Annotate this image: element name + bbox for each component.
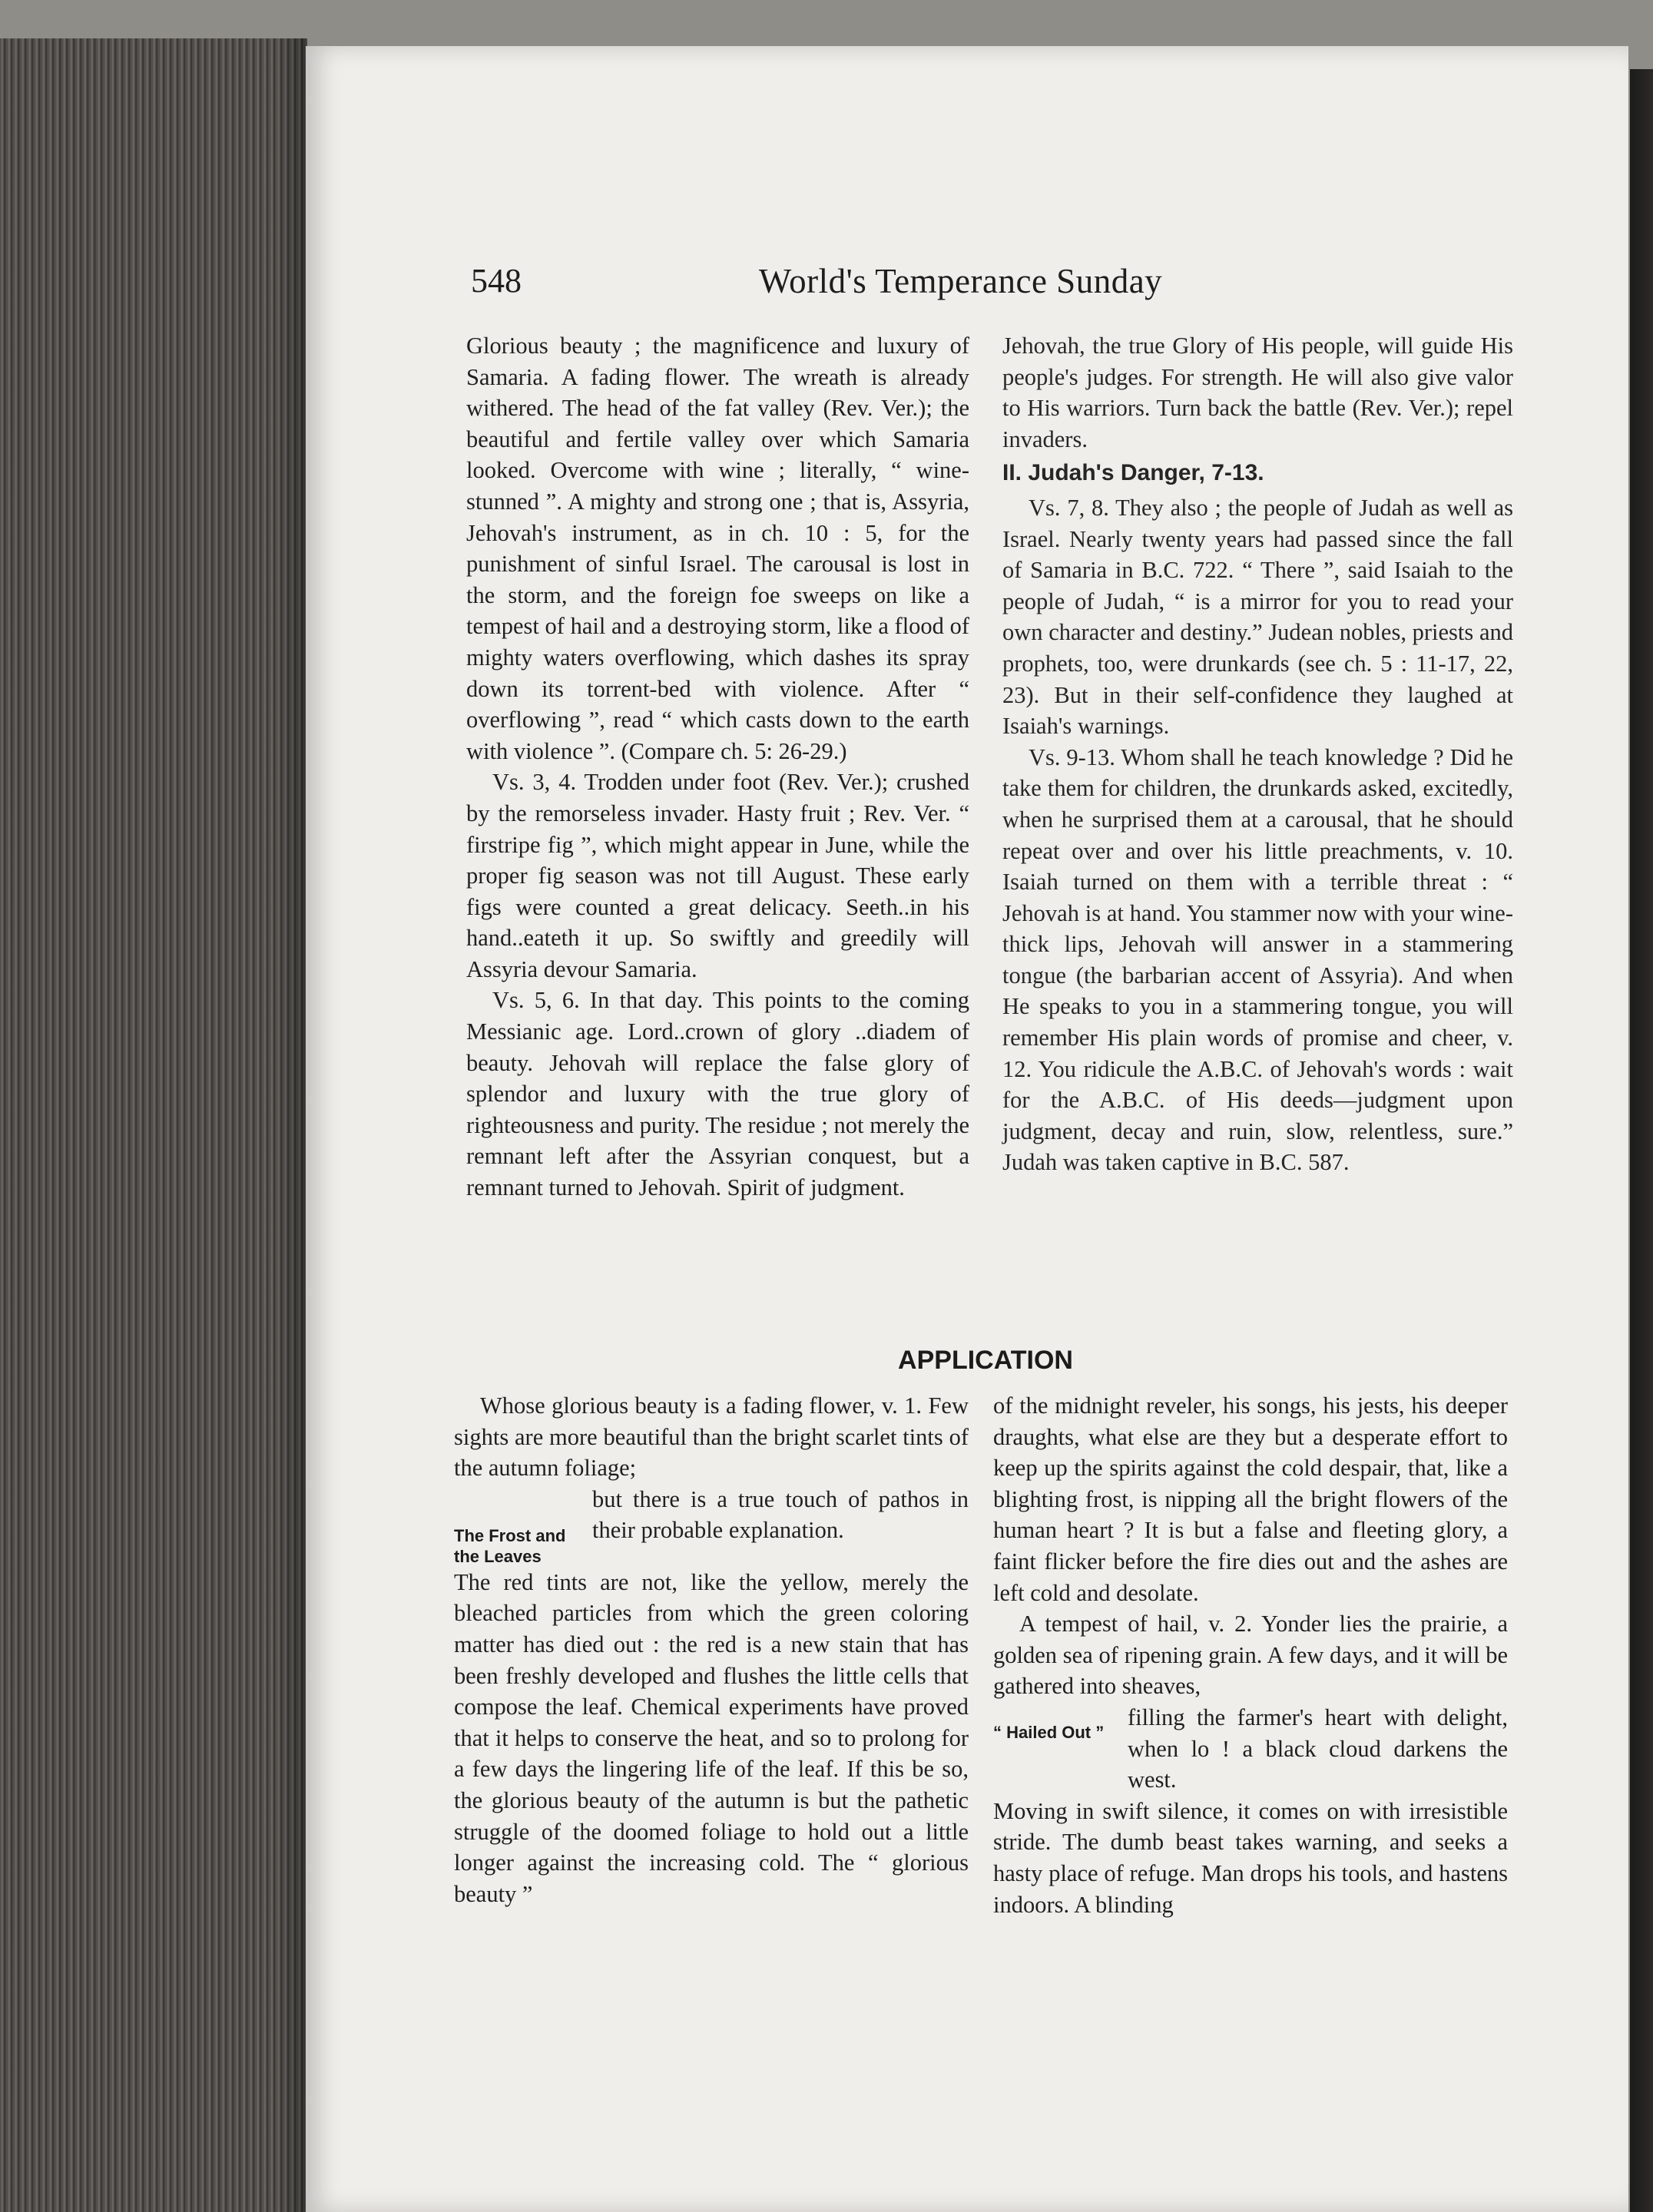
running-title: World's Temperance Sunday [758, 262, 1163, 300]
paragraph-vs-3-4: Vs. 3, 4. Trodden under foot (Rev. Ver.); crushed by the remorseless invader. Hasty fruit ; Rev. Ver. “ firstripe fig ”, which might appear in June, while the proper fig season was not till August. These early figs were counted a great delicacy. Seeth..in his hand..eateth it up. So swiftly and greedily will Assyria devour Samaria. [466, 769, 969, 982]
sidenote-adjacent-text: filling the farmer's heart with delight, when lo ! a black cloud darkens the west. [1128, 1704, 1508, 1793]
paragraph-vs-7-8: Vs. 7, 8. They also ; the people of Judah as well as Israel. Nearly twenty years had passed since the fall of Samaria in B.C. 722. “ There ”, said Isaiah to the people of Judah, “ is a mirror for you to read your own character and destiny.” Judean nobles, priests and prophets, too, were drunkards (see ch. 5 : 11-17, 22, 23). But in their self-confidence they laughed at Isaiah's warnings. [1002, 494, 1513, 740]
page-number: 548 [471, 262, 522, 300]
sidenote-row-hailed [993, 1702, 1508, 1796]
paragraph-swift-silence: Moving in swift silence, it comes on with irresistible stride. The dumb beast takes warning, and seeks a hasty place of refuge. Man drops his tools, and hastens indoors. A blinding [993, 1797, 1508, 1918]
sidenote-frost-and-leaves: The Frost and the Leaves [454, 1525, 566, 1566]
top-right-column [1002, 330, 1513, 1178]
sidenote-adjacent-text: but there is a true touch of pathos in their probable explanation. [592, 1485, 969, 1544]
paragraph-glorious-beauty: Glorious beauty ; the magnificence and luxury of Samaria. A fading flower. The wreath is already withered. The head of the fat valley (Rev. Ver.); the beautiful and fertile valley over which Samaria looked. Overcome with wine ; literally, “ wine-stunned ”. A mighty and strong one ; that is, Assyria, Jehovah's instrument, as in ch. 10 : 5, for the punishment of sinful Israel. The carousal is lost in the storm, and the foreign foe sweeps on like a tempest of hail and a destroying storm, like a flood of mighty waters overflowing, which dashes its spray down its torrent-bed with violence. After “ overflowing ”, read “ which casts down to the earth with violence ”. (Compare ch. 5: 26-29.) [466, 333, 969, 764]
page-header [471, 261, 1450, 307]
paragraph-vs-9-13: Vs. 9-13. Whom shall he teach knowledge ? Did he take them for children, the drunkards asked, excitedly, when he surprised them at a carousal, that he should repeat over and over his little preachments, v. 10. Isaiah turned on them with a terrible threat : “ Jehovah is at hand. You stammer now with your wine-thick lips, Jehovah will answer in a stammering tongue (the barbarian accent of Assyria). And when He speaks to you in a stammering tongue, you will remember His plain words of promise and cheer, v. 12. You ridicule the A.B.C. of Jehovah's words : wait for the A.B.C. of His deeds—judgment upon judgment, decay and ruin, slow, relentless, sure.” Judah was taken captive in B.C. 587. [1002, 743, 1513, 1176]
paragraph-jehovah-glory: Jehovah, the true Glory of His people, will guide His people's judges. For strength. He will also give valor to His warriors. Turn back the battle (Rev. Ver.); repel invaders. [1002, 333, 1513, 452]
section-heading-judahs-danger: II. Judah's Danger, 7-13. [1002, 460, 1264, 486]
application-heading: APPLICATION [898, 1346, 1073, 1375]
sidenote-hailed-out: “ Hailed Out ” [993, 1722, 1105, 1742]
paragraph-midnight-reveler: of the midnight reveler, his songs, his jests, his deeper draughts, what else are they but a desperate effort to keep up the spirits against the cold despair, that, like a blighting frost, is nipping all the bright flowers of the human heart ? It is but a false and fleeting glory, a faint flicker before the fire dies out and the ashes are left cold and desolate. [993, 1392, 1508, 1606]
paragraph-tempest-intro: A tempest of hail, v. 2. Yonder lies the prairie, a golden sea of ripening grain. A few days, and it will be gathered into sheaves, [993, 1611, 1508, 1700]
book-page [306, 46, 1628, 2212]
book-right-edge [1630, 69, 1653, 2212]
application-left-column [454, 1390, 969, 1909]
paragraph-red-tints: The red tints are not, like the yellow, merely the bleached particles from which the green coloring matter has died out : the red is a new stain that has been freshly developed and flushes the little cells that compose the leaf. Chemical experiments have proved that it helps to conserve the heat, and so to prolong for a few days the lingering life of the leaf. If this be so, the glorious beauty of the autumn is but the pathetic struggle of the doomed foliage to hold out a little longer against the increasing cold. The “ glorious beauty ” [454, 1568, 969, 1907]
application-right-column [993, 1390, 1508, 1920]
sidenote-row-frost [454, 1484, 969, 1567]
paragraph-vs-5-6: Vs. 5, 6. In that day. This points to the coming Messianic age. Lord..crown of glory ..diadem of beauty. Jehovah will replace the false glory of splendor and luxury with the true glory of righteousness and purity. The residue ; not merely the remnant left after the Assyrian conquest, but a remnant turned to Jehovah. Spirit of judgment. [466, 987, 969, 1201]
top-left-column [466, 330, 969, 1204]
paragraph-fading-flower-intro: Whose glorious beauty is a fading flower, v. 1. Few sights are more beautiful than the bright scarlet tints of the autumn foliage; [454, 1392, 969, 1482]
book-page-edges [0, 38, 307, 2212]
